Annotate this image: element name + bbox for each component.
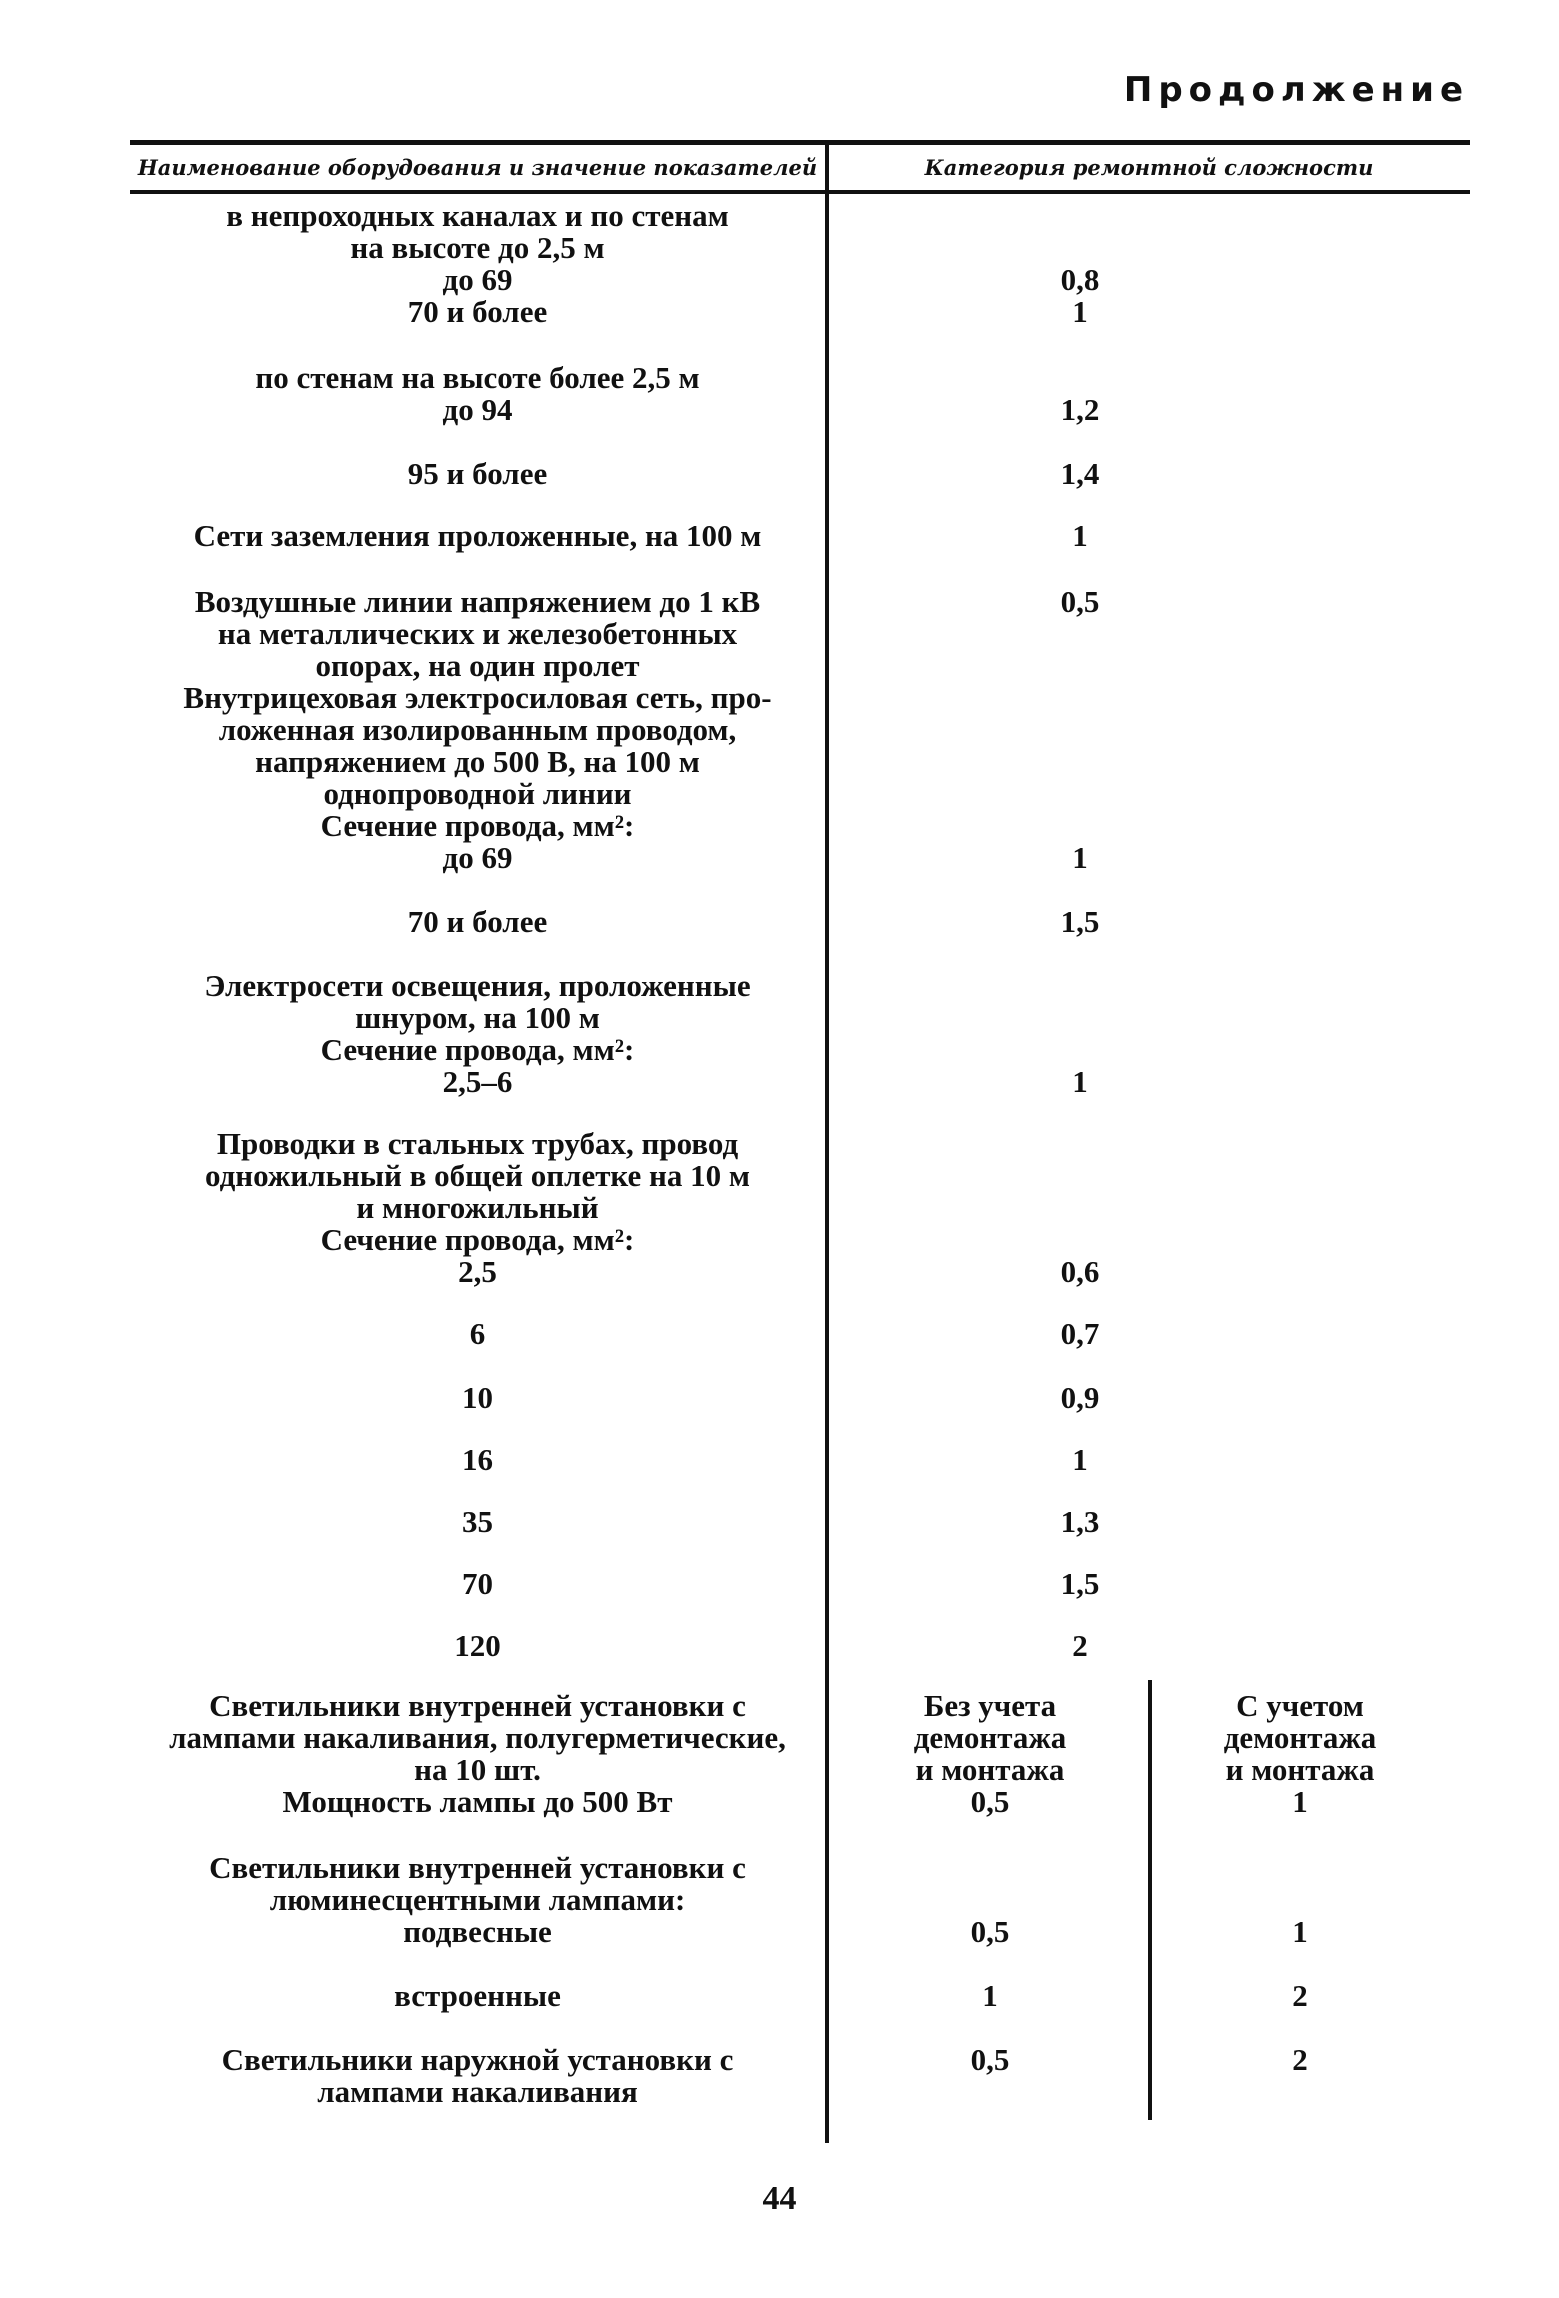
table-row-value-sub2: 2 [1292, 2042, 1308, 2077]
table-row-label: 95 и более [407, 456, 548, 491]
table-row-label: в непроходных каналах и по стенам на высоте до 2,5 м до 69 70 и более [226, 198, 729, 329]
table-row-value: 0,5 [1060, 584, 1100, 619]
table-row-value: 1,4 [1060, 456, 1100, 491]
table-row-value: 1,2 [1060, 392, 1100, 427]
table-row-value: 1 [1072, 1442, 1088, 1477]
subcolumn-divider [1148, 1680, 1152, 2120]
table-row-label: встроенные [394, 1978, 561, 2013]
subheader-with-dismantling: С учетом демонтажа и монтажа [1223, 1688, 1377, 1787]
header-equipment-name: Наименование оборудования и значение показателей [137, 155, 818, 180]
table-row-label: Воздушные линии напряжением до 1 кВ на металлических и железобетонных опорах, на один пролет [194, 584, 761, 683]
table-row-value: 1,3 [1060, 1504, 1100, 1539]
table-row-label: 16 [462, 1442, 493, 1477]
column-divider [825, 143, 829, 2143]
table-row-value: 0,9 [1060, 1380, 1100, 1415]
table-row-value-sub2: 2 [1292, 1978, 1308, 2013]
table-top-rule [130, 140, 1470, 145]
table-row-label: 6 [469, 1316, 486, 1351]
table-row-value-sub2: 1 [1292, 1914, 1308, 1949]
table-row-value: 0,7 [1060, 1316, 1100, 1351]
table-row-value: 0,6 [1060, 1254, 1100, 1289]
table-row-value-sub1: 0,5 [970, 1784, 1010, 1819]
table-row-value: 1 [1072, 840, 1088, 875]
table-row-value: 1 [1072, 518, 1088, 553]
table-row-value: 1,5 [1060, 904, 1100, 939]
table-row-label: 35 [462, 1504, 493, 1539]
table-row-value: 1 [1072, 1064, 1088, 1099]
table-row-label: по стенам на высоте более 2,5 м до 94 [255, 360, 700, 427]
table-row-label: Светильники наружной установки с лампами накаливания [221, 2042, 734, 2109]
table-header-rule [130, 190, 1470, 194]
table-row-label: Электросети освещения, проложенные шнуром, на 100 м Сечение провода, мм²: 2,5–6 [204, 968, 751, 1099]
table-row-label: 10 [462, 1380, 493, 1415]
table-row-value: 2 [1072, 1628, 1088, 1663]
table-row-label: 70 и более [407, 904, 548, 939]
table-row-label: Светильники внутренней установки с лампами накаливания, полугерметические, на 10 шт. Мощность лампы до 500 Вт [169, 1688, 786, 1819]
continuation-label: Продолжение [1123, 70, 1469, 110]
table-row-value-sub1: 0,5 [970, 2042, 1010, 2077]
table-row-label: 120 [454, 1628, 501, 1663]
table-row-label: Внутрицеховая электросиловая сеть, про- ложенная изолированным проводом, напряжением до 500 В, на 100 м однопроводной линии Сечение провода, мм²: до 69 [183, 680, 772, 875]
table-row-value-sub1: 1 [982, 1978, 998, 2013]
table-row-value-sub2: 1 [1292, 1784, 1308, 1819]
table-row-value: 0,8 1 [1060, 262, 1100, 329]
subheader-without-dismantling: Без учета демонтажа и монтажа [913, 1688, 1067, 1787]
table-row-label: Светильники внутренней установки с люминесцентными лампами: подвесные [209, 1850, 746, 1949]
table-row-value: 1,5 [1060, 1566, 1100, 1601]
header-repair-category: Категория ремонтной сложности [924, 155, 1374, 180]
table-row-label: 70 [462, 1566, 493, 1601]
table-row-value-sub1: 0,5 [970, 1914, 1010, 1949]
page-number: 44 [762, 2180, 797, 2217]
table-row-label: Сети заземления проложенные, на 100 м [193, 518, 762, 553]
table-row-label: Проводки в стальных трубах, провод одножильный в общей оплетке на 10 м и многожильный Сечение провода, мм²: 2,5 [204, 1126, 751, 1289]
